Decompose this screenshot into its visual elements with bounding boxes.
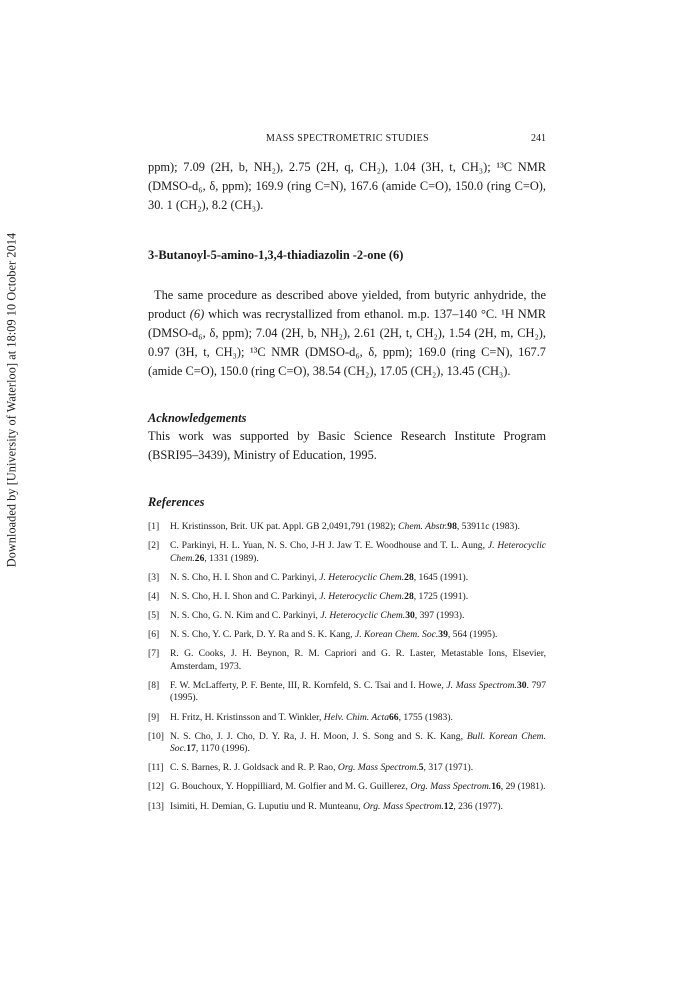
reference-item [148,680,546,705]
reference-number: [9] [148,711,160,723]
compound-ref: (6) [189,307,205,321]
reference-post: , 1755 (1983). [398,711,453,723]
reference-post: , 397 (1993). [414,609,465,621]
reference-item [148,762,546,775]
reference-text [170,610,546,623]
compound-heading: 3-Butanoyl-5-amino-1,3,4-thiadiazolin -2-one (6) [148,248,404,262]
reference-number: [10] [148,730,164,742]
reference-item [148,648,546,673]
reference-vol: 30 [405,609,415,621]
reference-journal: J. Heterocyclic Chem. [319,571,405,583]
reference-pre: N. S. Cho, J. J. Cho, D. Y. Ra, J. H. Moon, J. S. Song and S. K. Kang, [170,730,467,742]
reference-text [170,781,546,794]
acknowledgements-text: This work was supported by Basic Science Research Institute Program (BSRI95–3439), Ministry of Education, 1995. [148,429,546,462]
reference-pre: N. S. Cho, H. I. Shon and C. Parkinyi, [170,571,320,583]
reference-item [148,521,546,534]
reference-item [148,712,546,725]
reference-vol: 66 [389,711,399,723]
reference-item [148,629,546,642]
reference-number: [3] [148,571,160,583]
compound-paragraph-lead: The same procedure as described above yielded, from butyric anhydride, the product [148,288,546,321]
reference-number: [5] [148,609,160,621]
reference-text [170,521,546,534]
reference-post: , 53911c (1983). [456,521,520,532]
reference-item [148,781,546,794]
reference-vol: 5 [418,762,424,774]
reference-item [148,572,546,585]
reference-journal: J. Heterocyclic Chem. [319,590,405,602]
running-title: MASS SPECTROMETRIC STUDIES [266,133,429,144]
reference-number: [13] [148,800,164,812]
reference-post: , 1170 (1996). [195,743,250,755]
reference-pre: C. Parkinyi, H. L. Yuan, N. S. Cho, J-H J. Jaw T. E. Woodhouse and T. L. Aung, [170,540,488,552]
reference-pre: F. W. McLafferty, P. F. Bente, III, R. Kornfeld, S. C. Tsai and I. Howe, [170,679,447,691]
reference-vol: 98 [447,521,457,532]
compound-paragraph [148,286,546,381]
reference-item [148,610,546,623]
reference-post: , 1645 (1991). [413,571,469,583]
page-number: 241 [531,133,546,144]
reference-pre: N. S. Cho, G. N. Kim and C. Parkinyi, [170,609,321,621]
reference-journal: Helv. Chim. Acta [323,711,389,723]
reference-journal: J. Heterocyclic Chem. [170,540,546,564]
reference-text [170,731,546,756]
reference-number: [7] [148,648,160,660]
reference-number: [11] [148,762,164,774]
article-body [148,158,546,820]
reference-post: , 317 (1971). [423,762,474,774]
reference-journal: Org. Mass Spectrom. [337,762,419,774]
reference-item [148,801,546,814]
reference-post: , 236 (1977). [453,800,503,812]
reference-post: , 29 (1981). [500,781,546,793]
reference-journal: Bull. Korean Chem. Soc. [170,730,546,755]
reference-item [148,540,546,565]
reference-pre: G. Bouchoux, Y. Hoppilliard, M. Golfier and M. G. Guillerez, [170,781,411,793]
reference-number: [12] [148,781,164,793]
reference-number: [6] [148,629,160,641]
continued-paragraph: ppm); 7.09 (2H, b, NH₂), 2.75 (2H, q, CH₂), 1.04 (3H, t, CH₃); ¹³C NMR (DMSO-d₆, δ, ppm); 169.9 (ring C=N), 167.6 (amide C=O), 150.0 (ring C=O), 30. 1 (CH₂), 8.2 (CH₃). [148,160,546,212]
reference-vol: 12 [443,800,454,812]
reference-vol: 16 [491,781,501,793]
acknowledgements-heading: Acknowledgements [148,411,247,425]
reference-journal: Org. Mass Spectrom. [362,800,444,812]
reference-vol: 39 [438,629,448,641]
reference-item [148,731,546,756]
reference-text [170,629,546,642]
download-watermark [3,140,21,660]
reference-item [148,591,546,604]
reference-pre: C. S. Barnes, R. J. Goldsack and R. P. Rao, [170,762,338,774]
reference-pre: H. Kristinsson, Brit. UK pat. Appl. GB 2,0491,791 (1982); [170,521,399,532]
reference-journal: Org. Mass Spectrom. [410,781,492,793]
reference-text [170,801,546,814]
reference-journal: J. Heterocyclic Chem. [320,609,406,621]
reference-pre: N. S. Cho, H. I. Shon and C. Parkinyi, [170,590,320,602]
reference-pre: R. G. Cooks, J. H. Beynon, R. M. Capriori and G. R. Laster, Metastable Ions, Elsevier, Amsterdam, 1973. [170,648,546,672]
reference-number: [2] [148,540,160,552]
reference-vol: 28 [404,590,414,602]
reference-number: [4] [148,590,160,602]
reference-vol: 17 [186,743,196,755]
reference-text [170,648,546,673]
reference-list [148,521,546,813]
reference-number: [1] [148,521,160,532]
reference-vol: 28 [404,571,414,583]
reference-pre: H. Fritz, H. Kristinsson and T. Winkler, [170,711,324,723]
reference-post: , 1331 (1989). [204,552,259,564]
references-heading: References [148,495,205,509]
download-note: Downloaded by [University of Waterloo] at 18:09 10 October 2014 [4,232,19,568]
reference-text [170,680,546,705]
reference-text [170,591,546,604]
reference-text [170,572,546,585]
reference-post: . 797 (1995). [170,679,546,704]
reference-vol: 30 [516,679,527,691]
reference-text [170,762,546,775]
reference-number: [8] [148,679,160,691]
reference-journal: J. Mass Spectrom. [446,679,517,691]
reference-text [170,540,546,565]
reference-journal: J. Korean Chem. Soc. [354,629,439,641]
reference-journal: Chem. Abstr. [398,521,448,532]
reference-vol: 26 [194,552,205,564]
reference-text [170,712,546,725]
compound-paragraph-rest: which was recrystallized from ethanol. m.p. 137–140 °C. ¹H NMR (DMSO-d₆, δ, ppm); 7.04 (2H, b, NH₂), 2.61 (2H, t, CH₂), 1.54 (2H, m, CH₂), 0.97 (3H, t, CH₃); ¹³C NMR (DMSO-d₆, δ, ppm); 169.0 (ring C=N), 167.7 (amide C=O), 150.0 (ring C=O), 38.54 (CH₂), 17.05 (CH₂), 13.45 (CH₃). [148,307,546,378]
reference-pre: N. S. Cho, Y. C. Park, D. Y. Ra and S. K. Kang, [170,629,355,641]
reference-post: , 564 (1995). [447,629,498,641]
reference-pre: Isimiti, H. Demian, G. Luputiu und R. Munteanu, [170,800,363,812]
reference-post: , 1725 (1991). [413,590,469,602]
